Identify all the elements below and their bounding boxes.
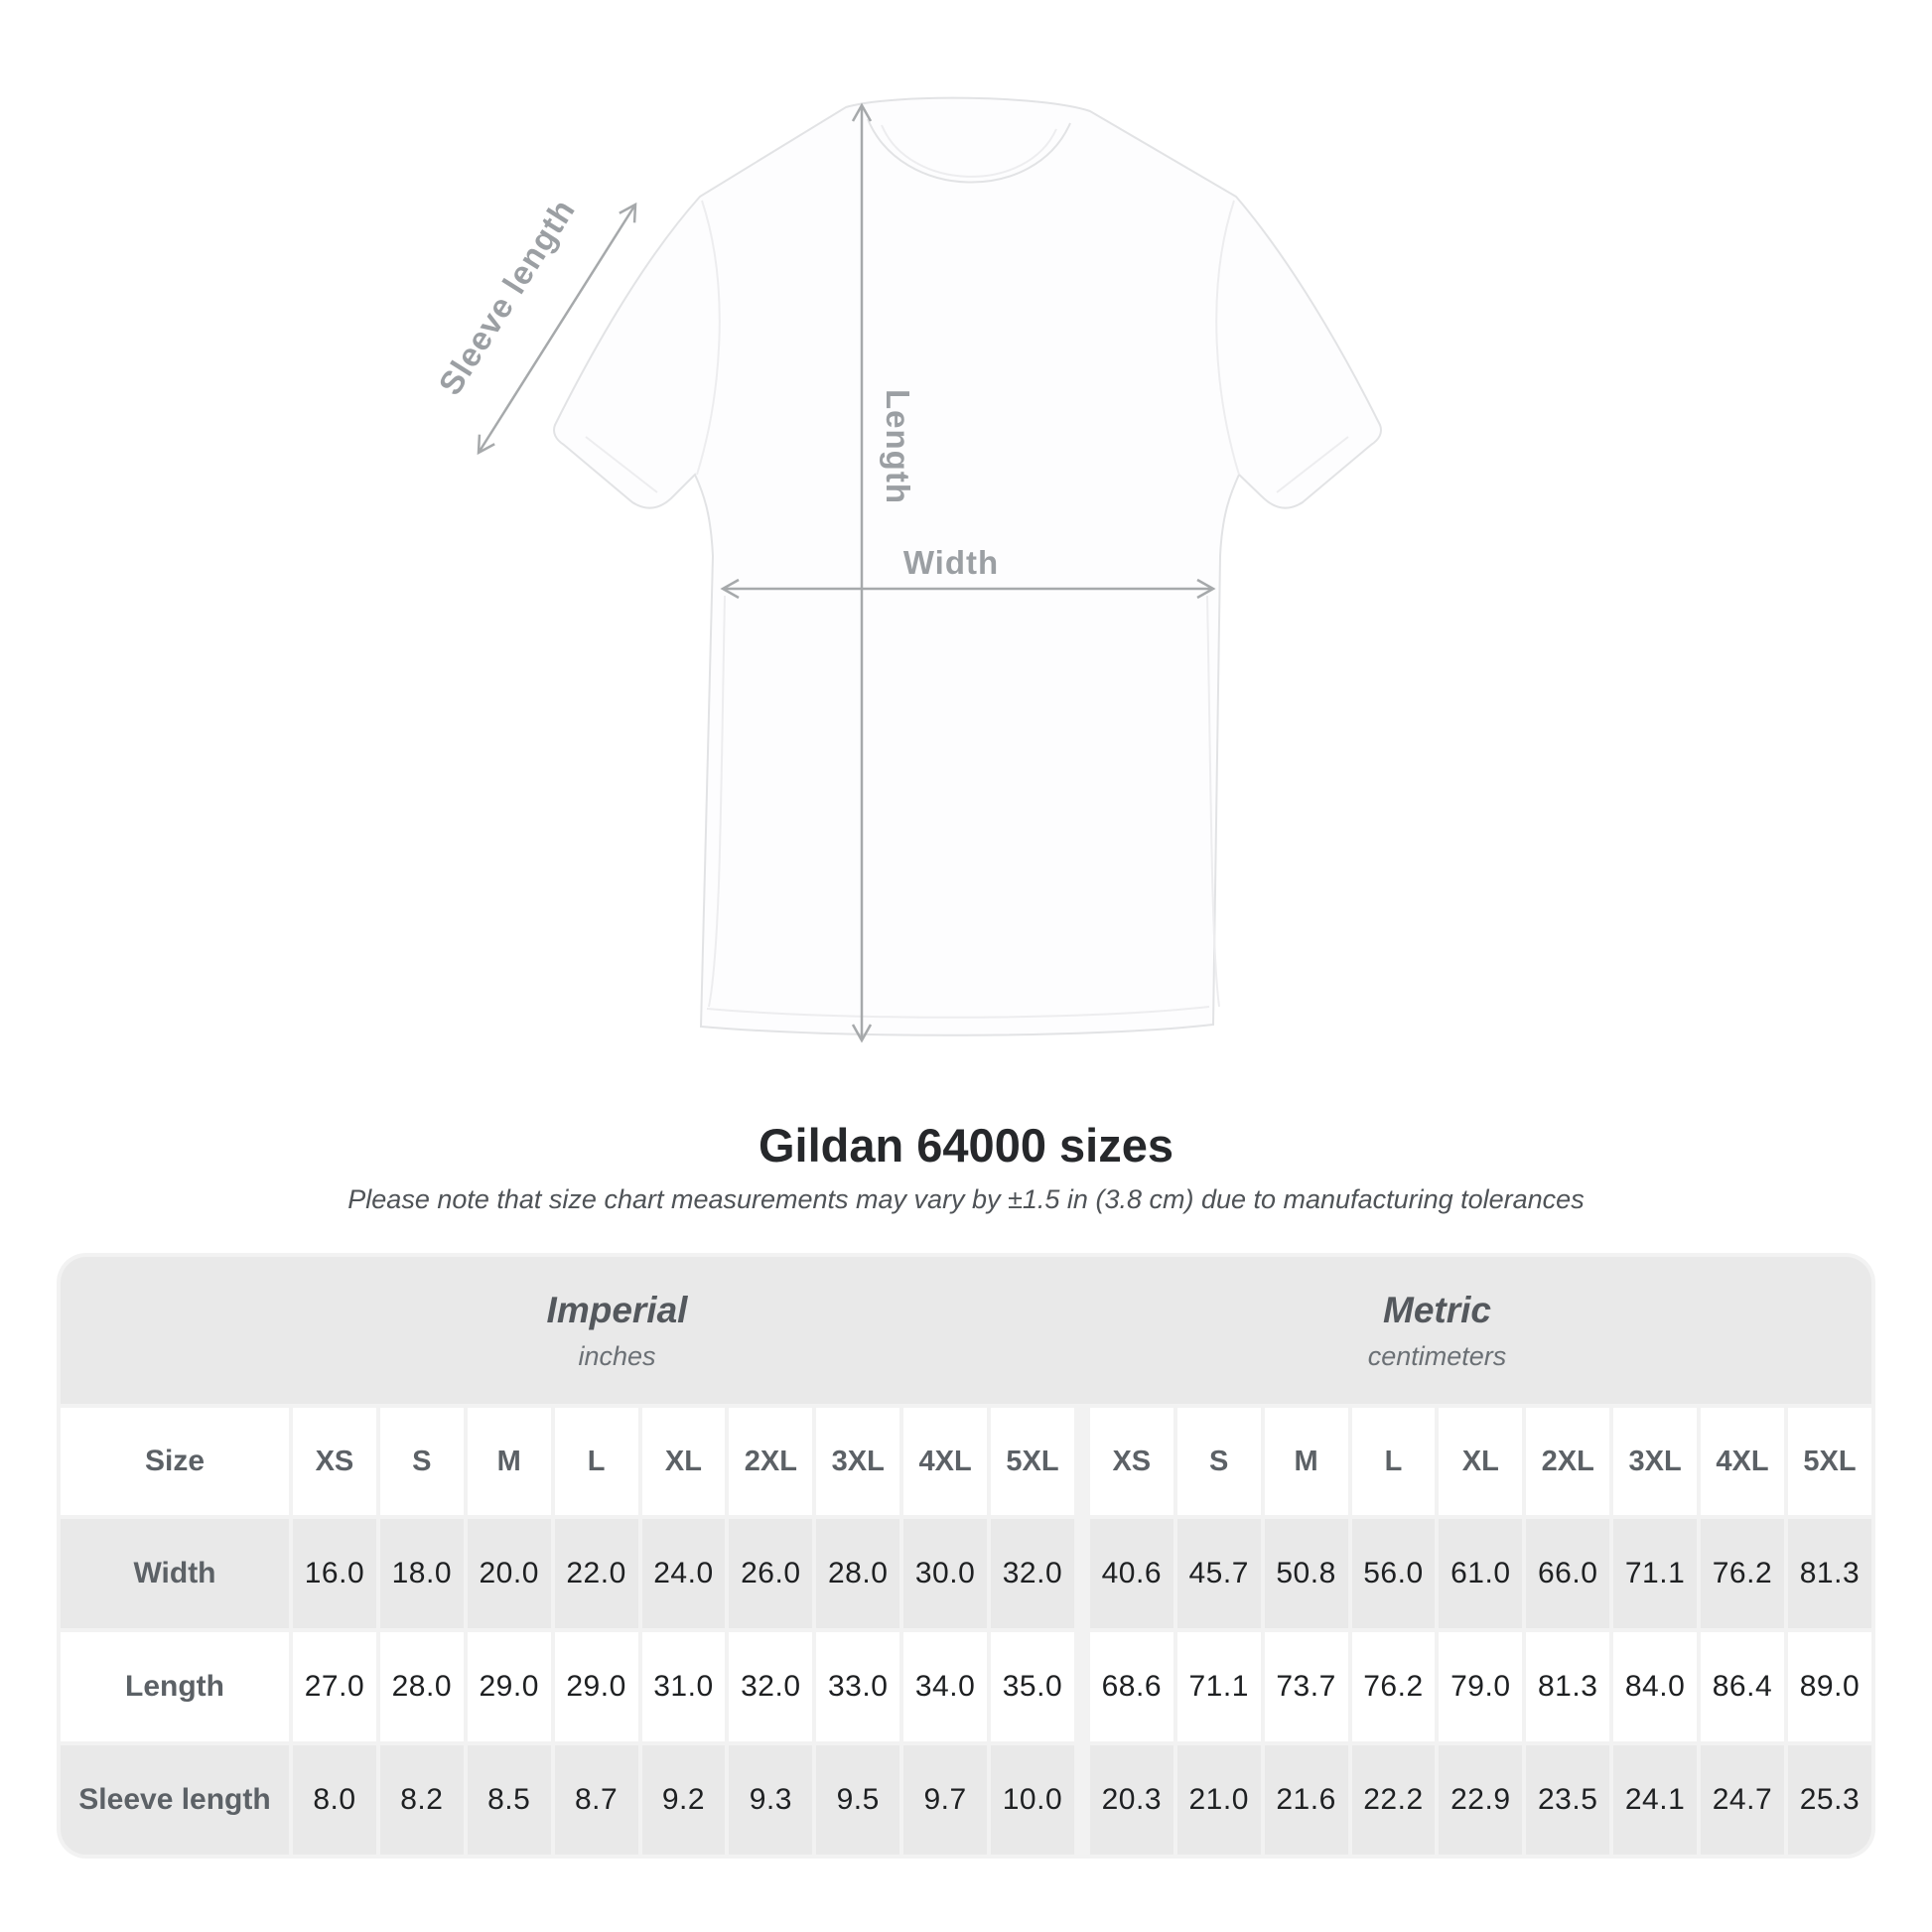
width-label: Width [902,544,1000,581]
size-row-header: Size [61,1408,289,1515]
row-label-sleeve-length: Sleeve length [61,1745,289,1855]
size-col-header-imperial-4xl: 4XL [903,1408,987,1515]
value-cell: 28.0 [816,1519,899,1628]
value-cell: 8.7 [555,1745,638,1855]
value-cell: 50.8 [1265,1519,1348,1628]
row-label-width: Width [61,1519,289,1628]
size-col-header-imperial-s: S [380,1408,464,1515]
value-cell: 76.2 [1352,1632,1436,1741]
value-cell: 68.6 [1090,1632,1173,1741]
section-spacer [1078,1632,1086,1741]
size-table-container [57,1253,1875,1859]
metric-title: Metric [1383,1289,1491,1330]
length-label: Length [880,389,916,504]
page-subtitle: Please note that size chart measurements may vary by ±1.5 in (3.8 cm) due to manufacturing tolerances [347,1184,1585,1214]
value-cell: 9.5 [816,1745,899,1855]
value-cell: 86.4 [1701,1632,1784,1741]
value-cell: 8.0 [293,1745,376,1855]
section-spacer [1078,1519,1086,1628]
value-cell: 34.0 [903,1632,987,1741]
size-col-header-metric-4xl: 4XL [1701,1408,1784,1515]
value-cell: 40.6 [1090,1519,1173,1628]
size-col-header-metric-m: M [1265,1408,1348,1515]
value-cell: 73.7 [1265,1632,1348,1741]
value-cell: 89.0 [1788,1632,1871,1741]
size-table [57,1253,1875,1859]
value-cell: 24.7 [1701,1745,1784,1855]
value-cell: 33.0 [816,1632,899,1741]
size-col-header-imperial-xl: XL [642,1408,726,1515]
section-spacer [1078,1745,1086,1855]
value-cell: 10.0 [991,1745,1074,1855]
value-cell: 22.9 [1439,1745,1522,1855]
value-cell: 81.3 [1788,1519,1871,1628]
value-cell: 23.5 [1526,1745,1609,1855]
sleeve-length-label: Sleeve length [431,192,583,402]
value-cell: 16.0 [293,1519,376,1628]
value-cell: 22.2 [1352,1745,1436,1855]
value-cell: 9.7 [903,1745,987,1855]
value-cell: 18.0 [380,1519,464,1628]
size-col-header-metric-5xl: 5XL [1788,1408,1871,1515]
value-cell: 66.0 [1526,1519,1609,1628]
size-col-header-imperial-xs: XS [293,1408,376,1515]
value-cell: 32.0 [991,1519,1074,1628]
value-cell: 30.0 [903,1519,987,1628]
value-cell: 8.5 [468,1745,551,1855]
size-col-header-imperial-5xl: 5XL [991,1408,1074,1515]
size-col-header-metric-3xl: 3XL [1613,1408,1697,1515]
value-cell: 29.0 [555,1632,638,1741]
value-cell: 24.1 [1613,1745,1697,1855]
value-cell: 20.3 [1090,1745,1173,1855]
size-col-header-metric-s: S [1177,1408,1261,1515]
value-cell: 81.3 [1526,1632,1609,1741]
value-cell: 20.0 [468,1519,551,1628]
value-cell: 25.3 [1788,1745,1871,1855]
value-cell: 71.1 [1177,1632,1261,1741]
value-cell: 35.0 [991,1632,1074,1741]
value-cell: 29.0 [468,1632,551,1741]
size-col-header-imperial-l: L [555,1408,638,1515]
metric-unit: centimeters [1367,1340,1507,1371]
value-cell: 24.0 [642,1519,726,1628]
imperial-section-header [108,1290,1126,1372]
value-cell: 26.0 [729,1519,812,1628]
value-cell: 32.0 [729,1632,812,1741]
value-cell: 9.3 [729,1745,812,1855]
value-cell: 28.0 [380,1632,464,1741]
value-cell: 79.0 [1439,1632,1522,1741]
size-col-header-imperial-2xl: 2XL [729,1408,812,1515]
imperial-title: Imperial [546,1289,688,1330]
value-cell: 84.0 [1613,1632,1697,1741]
metric-section-header [1040,1290,1834,1372]
value-cell: 22.0 [555,1519,638,1628]
value-cell: 27.0 [293,1632,376,1741]
value-cell: 71.1 [1613,1519,1697,1628]
value-cell: 56.0 [1352,1519,1436,1628]
size-col-header-imperial-m: M [468,1408,551,1515]
imperial-unit: inches [578,1340,656,1371]
value-cell: 21.6 [1265,1745,1348,1855]
row-label-length: Length [61,1632,289,1741]
size-col-header-metric-2xl: 2XL [1526,1408,1609,1515]
value-cell: 31.0 [642,1632,726,1741]
value-cell: 8.2 [380,1745,464,1855]
size-col-header-metric-xs: XS [1090,1408,1173,1515]
value-cell: 21.0 [1177,1745,1261,1855]
size-col-header-metric-l: L [1352,1408,1436,1515]
section-spacer [1078,1408,1086,1515]
value-cell: 9.2 [642,1745,726,1855]
value-cell: 45.7 [1177,1519,1261,1628]
value-cell: 76.2 [1701,1519,1784,1628]
value-cell: 61.0 [1439,1519,1522,1628]
page-title: Gildan 64000 sizes [758,1119,1174,1172]
units-header-band [61,1257,1871,1404]
size-col-header-metric-xl: XL [1439,1408,1522,1515]
size-col-header-imperial-3xl: 3XL [816,1408,899,1515]
